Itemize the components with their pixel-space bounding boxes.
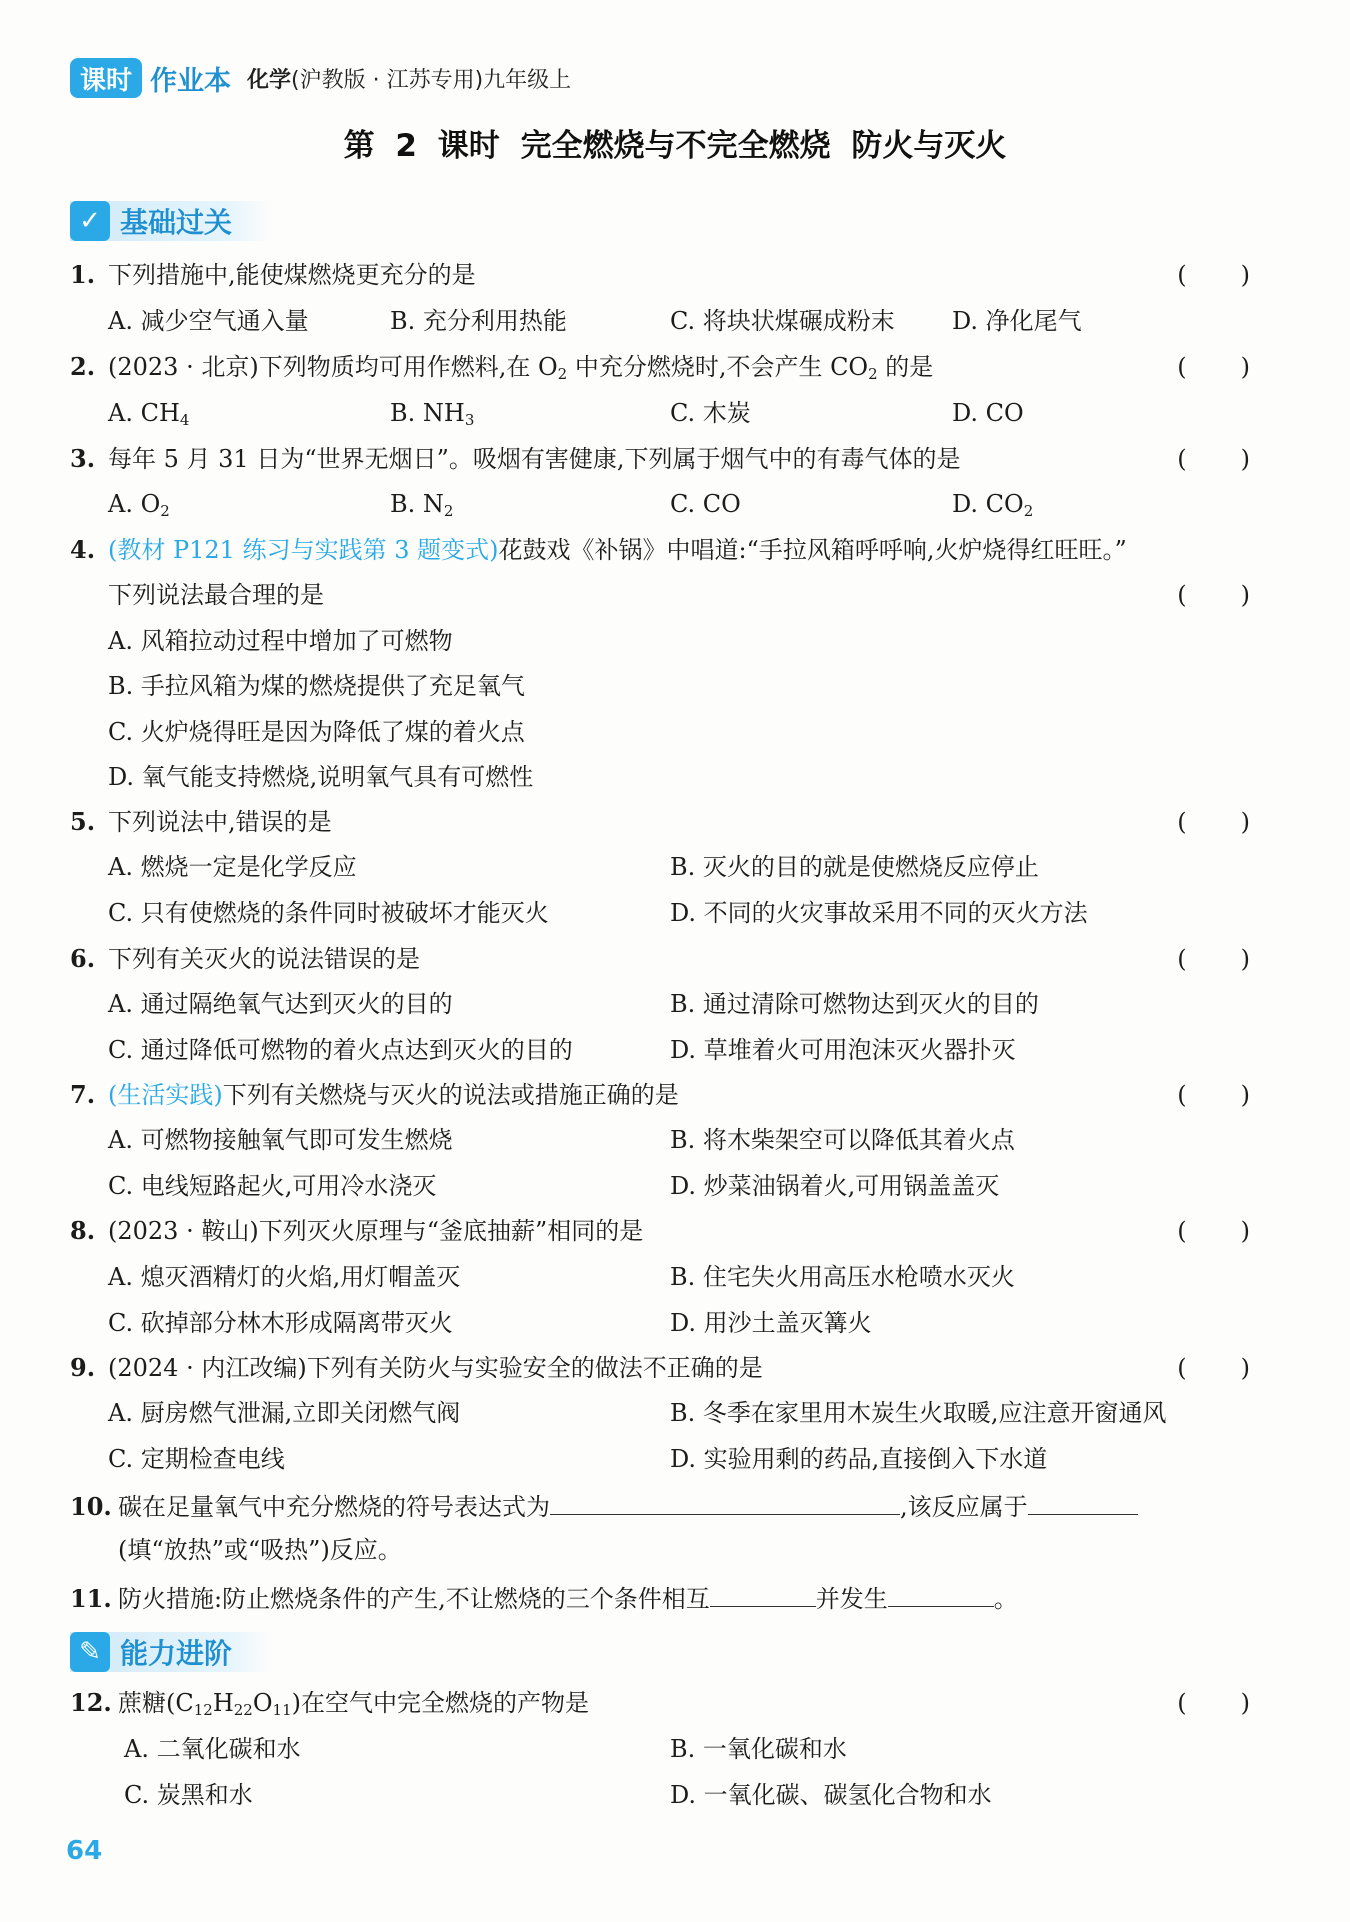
option-d: D. CO: [952, 399, 1024, 427]
option-a: A. 燃烧一定是化学反应: [108, 853, 357, 881]
option-a: A. 二氧化碳和水: [124, 1735, 301, 1763]
option-a: A. 可燃物接触氧气即可发生燃烧: [108, 1126, 453, 1154]
option-b: B. $NH_3$: [390, 399, 475, 429]
answer-paren[interactable]: ( ): [1177, 945, 1250, 973]
question-6: 6. 下列有关灭火的说法错误的是 ( ): [70, 944, 1250, 973]
answer-blank[interactable]: [1028, 1488, 1138, 1515]
question-4-line2: 下列说法最合理的是 ( ): [108, 581, 1250, 609]
question-9: 9. (2024 · 内江改编)下列有关防火与实验安全的做法不正确的是 ( ): [70, 1353, 1250, 1382]
option-a: A. 熄灭酒精灯的火焰,用灯帽盖灭: [108, 1263, 461, 1291]
answer-paren[interactable]: ( ): [1177, 808, 1250, 836]
option-d: D. 实验用剩的药品,直接倒入下水道: [670, 1445, 1048, 1473]
answer-blank[interactable]: [888, 1580, 994, 1607]
option-b: B. 充分利用热能: [390, 307, 567, 335]
option-a: A. 厨房燃气泄漏,立即关闭燃气阀: [108, 1399, 461, 1427]
question-7: 7. (生活实践)下列有关燃烧与灭火的说法或措施正确的是 ( ): [70, 1080, 1250, 1109]
option-c: C. 将块状煤碾成粉末: [670, 307, 895, 335]
series-logo: 课时: [70, 58, 142, 98]
section-advanced: [70, 1629, 272, 1675]
option-a: A. 通过隔绝氧气达到灭火的目的: [108, 990, 453, 1018]
question-3: 3. 每年 5 月 31 日为“世界无烟日”。吸烟有害健康,下列属于烟气中的有毒气体的是 ( ): [70, 444, 1250, 473]
option-c: C. CO: [670, 490, 741, 518]
option-c: C. 炭黑和水: [124, 1781, 253, 1809]
section-advanced-label: 能力进阶: [120, 1637, 233, 1670]
answer-paren[interactable]: ( ): [1177, 581, 1250, 609]
option-d: D. 草堆着火可用泡沫灭火器扑灭: [670, 1036, 1016, 1064]
option-d: D. 净化尾气: [952, 307, 1082, 335]
option-c: C. 电线短路起火,可用冷水浇灭: [108, 1172, 437, 1200]
question-10-line2: (填“放热”或“吸热”)反应。: [118, 1536, 402, 1564]
answer-paren[interactable]: ( ): [1177, 1354, 1250, 1382]
pencil-icon: ✎: [70, 1632, 110, 1672]
question-4: 4. (教材 P121 练习与实践第 3 题变式)花鼓戏《补锅》中唱道:“手拉风箱呼呼响,火炉烧得红旺旺。”: [70, 535, 1127, 564]
question-source: (2023 · 鞍山): [108, 1217, 259, 1245]
option-d: D. $CO_2$: [952, 490, 1034, 520]
question-10: 10. 碳在足量氧气中充分燃烧的符号表达式为 ,该反应属于: [70, 1488, 1250, 1523]
answer-paren[interactable]: ( ): [1177, 1217, 1250, 1245]
book-info: [247, 63, 571, 94]
option-d: D. 不同的火灾事故采用不同的灭火方法: [670, 899, 1088, 927]
section-basic-label: 基础过关: [120, 206, 233, 239]
option-b: B. 将木柴架空可以降低其着火点: [670, 1126, 1015, 1154]
option-d: D. 炒菜油锅着火,可用锅盖盖灭: [670, 1172, 1000, 1200]
question-1: 1. 下列措施中,能使煤燃烧更充分的是 ( ): [70, 260, 1250, 289]
option-a: A. $CH_4$: [108, 399, 190, 429]
question-11: 11. 防火措施:防止燃烧条件的产生,不让燃烧的三个条件相互 并发生 。: [70, 1580, 1250, 1615]
edition: (沪教版 · 江苏专用)九年级上: [291, 67, 572, 93]
question-12: 12. 蔗糖$(C_{12}H_{22}O_{11})$在空气中完全燃烧的产物是 ( ): [70, 1688, 1250, 1719]
option-c: C. 定期检查电线: [108, 1445, 285, 1473]
question-source: (教材 P121 练习与实践第 3 题变式): [108, 536, 499, 564]
option-c: C. 砍掉部分林木形成隔离带灭火: [108, 1309, 453, 1337]
subject: 化学: [247, 67, 292, 93]
option-b: B. 住宅失火用高压水枪喷水灭火: [670, 1263, 1015, 1291]
option-c: C. 通过降低可燃物的着火点达到灭火的目的: [108, 1036, 573, 1064]
option-a: A. 风箱拉动过程中增加了可燃物: [108, 627, 453, 655]
page-number: 64: [66, 1836, 103, 1866]
option-b: B. 通过清除可燃物达到灭火的目的: [670, 990, 1039, 1018]
option-b: B. $N_2$: [390, 490, 454, 520]
answer-paren[interactable]: ( ): [1177, 1081, 1250, 1109]
section-basic: [70, 198, 272, 244]
series-name: 作业本: [150, 65, 232, 97]
answer-paren[interactable]: ( ): [1177, 261, 1250, 289]
lesson-title: 第 2 课时 完全燃烧与不完全燃烧 防火与灭火: [343, 128, 1007, 164]
option-b: B. 灭火的目的就是使燃烧反应停止: [670, 853, 1039, 881]
book-header: [70, 56, 571, 100]
answer-paren[interactable]: ( ): [1177, 1689, 1250, 1717]
answer-blank[interactable]: [550, 1488, 900, 1515]
question-5: 5. 下列说法中,错误的是 ( ): [70, 807, 1250, 836]
option-b: B. 冬季在家里用木炭生火取暖,应注意开窗通风: [670, 1399, 1167, 1427]
question-source: (2023 · 北京): [108, 353, 259, 381]
answer-paren[interactable]: ( ): [1177, 353, 1250, 381]
question-source: (生活实践): [108, 1081, 223, 1109]
option-c: C. 只有使燃烧的条件同时被破坏才能灭火: [108, 899, 549, 927]
question-2: 2. (2023 · 北京)下列物质均可用作燃料,在 $O_2$ 中充分燃烧时,不会产生 $CO_2$ 的是 ( ): [70, 352, 1250, 383]
option-c: C. 火炉烧得旺是因为降低了煤的着火点: [108, 718, 525, 746]
checkbox-pencil-icon: ✓: [70, 201, 110, 241]
answer-paren[interactable]: ( ): [1177, 445, 1250, 473]
option-b: B. 一氧化碳和水: [670, 1735, 847, 1763]
option-d: D. 一氧化碳、碳氢化合物和水: [670, 1781, 992, 1809]
option-b: B. 手拉风箱为煤的燃烧提供了充足氧气: [108, 672, 525, 700]
option-c: C. 木炭: [670, 399, 751, 427]
question-source: (2024 · 内江改编): [108, 1354, 307, 1382]
option-a: A. 减少空气通入量: [108, 307, 309, 335]
option-a: A. $O_2$: [108, 490, 170, 520]
answer-blank[interactable]: [710, 1580, 816, 1607]
option-d: D. 氧气能支持燃烧,说明氧气具有可燃性: [108, 763, 534, 791]
question-8: 8. (2023 · 鞍山)下列灭火原理与“釜底抽薪”相同的是 ( ): [70, 1216, 1250, 1245]
option-d: D. 用沙土盖灭篝火: [670, 1309, 872, 1337]
